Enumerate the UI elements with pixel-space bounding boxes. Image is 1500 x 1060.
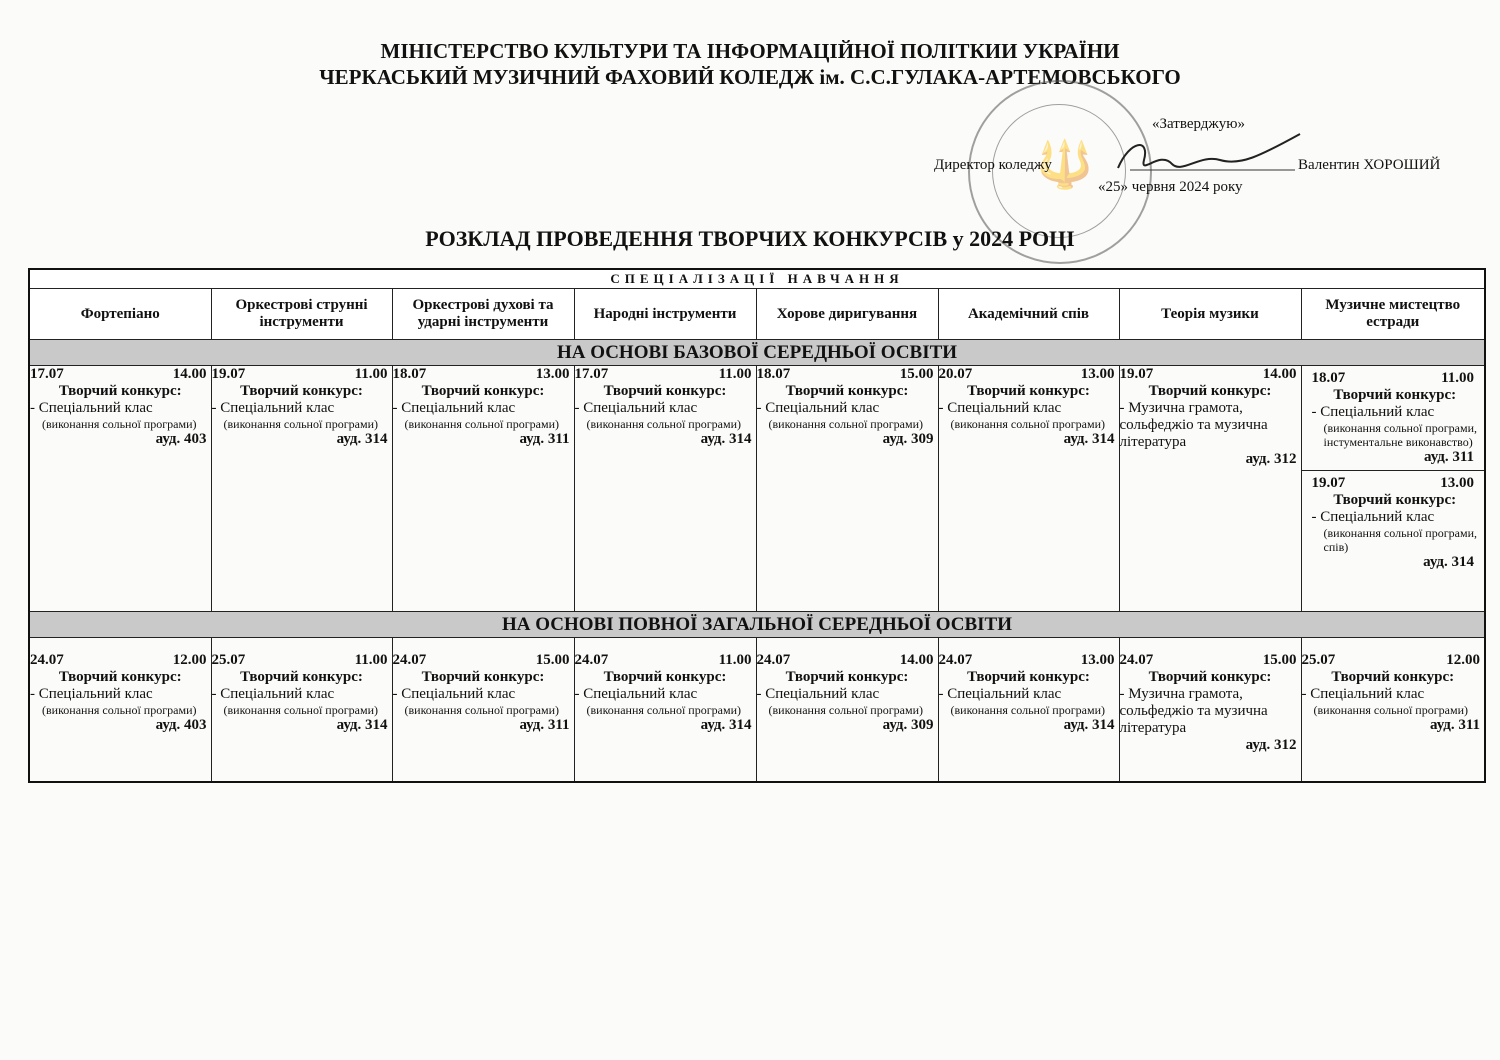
schedule-cell — [938, 366, 1119, 612]
column-header: Музичне мистецтво естради — [1301, 289, 1485, 340]
schedule-cell — [1301, 638, 1485, 782]
contest-label: Творчий конкурс: — [58, 669, 182, 685]
contest-label: Творчий конкурс: — [967, 669, 1090, 685]
exam-note: (виконання сольної програми) — [586, 417, 741, 431]
approval-stamp-text: «Затверджую» — [1152, 116, 1245, 132]
exam-date: 25.07 — [211, 652, 246, 668]
approval-date: «25» червня 2024 року — [1098, 179, 1243, 195]
exam-time: 13.00 — [535, 366, 570, 382]
exam-subject: - Спеціальний клас — [1311, 509, 1435, 525]
exam-subject: - Спеціальний клас — [211, 400, 335, 416]
schedule-table — [28, 268, 1486, 783]
column-header: Академічний спів — [938, 289, 1119, 340]
date-time — [393, 652, 574, 669]
schedule-cell — [1119, 638, 1301, 782]
exam-subject: - Спеціальний клас — [211, 686, 335, 702]
schedule-cell — [1119, 366, 1301, 612]
room-number: ауд. 309 — [882, 431, 934, 447]
exam-subject: - Спеціальний клас — [574, 400, 698, 416]
exam-note: (виконання сольної програми) — [586, 703, 741, 717]
exam-date: 24.07 — [574, 652, 609, 668]
exam-note: (виконання сольної програми) — [768, 703, 923, 717]
exam-subject: - Спеціальний клас — [30, 400, 153, 416]
date-time — [212, 652, 392, 669]
exam-subject: - Спеціальний клас — [756, 686, 880, 702]
approval-position: Директор коледжу — [934, 157, 1052, 173]
exam-date: 24.07 — [756, 652, 791, 668]
exam-subject: - Спеціальний клас — [392, 686, 516, 702]
schedule-cell — [756, 366, 938, 612]
date-time — [757, 366, 938, 383]
approval-name: Валентин ХОРОШИЙ — [1298, 157, 1441, 173]
exam-subject: - Спеціальний клас — [1301, 686, 1425, 702]
schedule-block — [1302, 366, 1485, 470]
contest-label: Творчий конкурс: — [1148, 383, 1272, 399]
exam-time: 13.00 — [1080, 366, 1115, 382]
schedule-cell — [211, 366, 392, 612]
room-number: ауд. 314 — [336, 717, 388, 733]
schedule-cell — [392, 638, 574, 782]
room-number: ауд. 314 — [1423, 554, 1475, 570]
exam-note: (виконання сольної програми) — [1313, 703, 1468, 717]
exam-note: (виконання сольної програми) — [223, 703, 378, 717]
exam-date: 24.07 — [30, 652, 64, 668]
exam-time: 11.00 — [1441, 370, 1475, 386]
date-time — [939, 366, 1119, 383]
exam-time: 11.00 — [354, 652, 388, 668]
schedule-cell — [938, 638, 1119, 782]
contest-label: Творчий конкурс: — [785, 383, 909, 399]
schedule-cell — [29, 366, 211, 612]
date-time — [30, 652, 211, 669]
date-time — [1120, 652, 1301, 669]
exam-time: 14.00 — [1262, 366, 1297, 382]
exam-time: 15.00 — [899, 366, 934, 382]
contest-label: Творчий конкурс: — [1148, 669, 1272, 685]
room-number: ауд. 311 — [1423, 449, 1475, 465]
exam-subject: - Музична грамота, сольфеджіо та музична література — [1119, 400, 1268, 450]
exam-date: 24.07 — [938, 652, 973, 668]
exam-time: 12.00 — [172, 652, 207, 668]
exam-note: (виконання сольної програми, інстументальне виконавство) — [1323, 421, 1477, 449]
contest-label: Творчий конкурс: — [785, 669, 909, 685]
date-time — [757, 652, 938, 669]
exam-date: 25.07 — [1301, 652, 1336, 668]
exam-date: 17.07 — [574, 366, 609, 382]
college-heading: ЧЕРКАСЬКИЙ МУЗИЧНИЙ ФАХОВИЙ КОЛЕДЖ ім. С.С.ГУЛАКА-АРТЕМОВСЬКОГО — [319, 65, 1181, 89]
exam-time: 11.00 — [718, 366, 752, 382]
exam-date: 24.07 — [1119, 652, 1154, 668]
room-number: ауд. 312 — [1245, 451, 1297, 467]
ministry-heading: МІНІСТЕРСТВО КУЛЬТУРИ ТА ІНФОРМАЦІЙНОЇ ПОЛІТКИИ УКРАЇНИ — [380, 39, 1120, 63]
exam-time: 15.00 — [1262, 652, 1297, 668]
exam-time: 13.00 — [1440, 475, 1475, 491]
room-number: ауд. 311 — [519, 717, 570, 733]
contest-label: Творчий конкурс: — [240, 669, 363, 685]
exam-note: (виконання сольної програми) — [404, 417, 559, 431]
section-basic-education: НА ОСНОВІ БАЗОВОЇ СЕРЕДНЬОЇ ОСВІТИ — [29, 340, 1485, 366]
trident-icon: 🔱 — [1036, 139, 1094, 190]
date-time — [30, 366, 211, 383]
exam-subject: - Спеціальний клас — [938, 686, 1062, 702]
column-header: Народні інструменти — [574, 289, 756, 340]
contest-label: Творчий конкурс: — [603, 383, 727, 399]
exam-subject: - Спеціальний клас — [1311, 404, 1435, 420]
exam-subject: - Спеціальний клас — [30, 686, 153, 702]
schedule-cell — [574, 638, 756, 782]
room-number: ауд. 314 — [1063, 431, 1115, 447]
exam-date: 19.07 — [1311, 475, 1346, 491]
exam-note: (виконання сольної програми) — [950, 703, 1105, 717]
room-number: ауд. 314 — [700, 431, 752, 447]
room-number: ауд. 311 — [519, 431, 570, 447]
room-number: ауд. 403 — [155, 431, 207, 447]
column-headers — [29, 289, 1485, 340]
exam-note: (виконання сольної програми) — [223, 417, 378, 431]
exam-date: 20.07 — [938, 366, 973, 382]
room-number: ауд. 403 — [155, 717, 207, 733]
date-time — [1302, 652, 1485, 669]
date-time — [575, 652, 756, 669]
exam-subject: - Спеціальний клас — [392, 400, 516, 416]
schedule-cell — [574, 366, 756, 612]
table-row — [29, 638, 1485, 782]
contest-label: Творчий конкурс: — [1333, 492, 1457, 508]
schedule-block — [1302, 470, 1485, 575]
schedule-cell — [211, 638, 392, 782]
exam-subject: - Спеціальний клас — [756, 400, 880, 416]
column-header: Теорія музики — [1119, 289, 1301, 340]
column-header: Оркестрові духові та ударні інструменти — [392, 289, 574, 340]
column-header: Оркестрові струнні інструменти — [211, 289, 392, 340]
exam-time: 14.00 — [899, 652, 934, 668]
exam-date: 17.07 — [30, 366, 64, 382]
schedule-cell — [29, 638, 211, 782]
room-number: ауд. 314 — [700, 717, 752, 733]
table-row — [29, 366, 1485, 612]
column-header: Фортепіано — [29, 289, 211, 340]
schedule-cell — [1301, 366, 1485, 612]
schedule-cell — [756, 638, 938, 782]
exam-subject: - Спеціальний клас — [574, 686, 698, 702]
contest-label: Творчий конкурс: — [240, 383, 363, 399]
date-time — [212, 366, 392, 383]
exam-subject: - Спеціальний клас — [938, 400, 1062, 416]
contest-label: Творчий конкурс: — [603, 669, 727, 685]
exam-time: 11.00 — [354, 366, 388, 382]
date-time — [393, 366, 574, 383]
exam-note: (виконання сольної програми) — [42, 703, 197, 717]
date-time — [1312, 475, 1479, 492]
contest-label: Творчий конкурс: — [967, 383, 1090, 399]
schedule-cell — [392, 366, 574, 612]
exam-note: (виконання сольної програми) — [42, 417, 197, 431]
exam-time: 11.00 — [718, 652, 752, 668]
date-time — [939, 652, 1119, 669]
exam-note: (виконання сольної програми, спів) — [1323, 526, 1477, 554]
contest-label: Творчий конкурс: — [58, 383, 182, 399]
date-time — [1120, 366, 1301, 383]
exam-note: (виконання сольної програми) — [768, 417, 923, 431]
exam-time: 14.00 — [172, 366, 207, 382]
specializations-header: СПЕЦІАЛІЗАЦІЇ НАВЧАННЯ — [29, 269, 1485, 289]
contest-label: Творчий конкурс: — [1333, 387, 1457, 403]
column-header: Хорове диригування — [756, 289, 938, 340]
page-title: РОЗКЛАД ПРОВЕДЕННЯ ТВОРЧИХ КОНКУРСІВ у 2024 РОЦІ — [425, 226, 1075, 251]
contest-label: Творчий конкурс: — [1331, 669, 1455, 685]
exam-date: 19.07 — [1119, 366, 1154, 382]
room-number: ауд. 312 — [1245, 737, 1297, 753]
room-number: ауд. 311 — [1429, 717, 1481, 733]
exam-date: 24.07 — [392, 652, 427, 668]
room-number: ауд. 314 — [336, 431, 388, 447]
exam-note: (виконання сольної програми) — [404, 703, 559, 717]
exam-time: 12.00 — [1446, 652, 1481, 668]
exam-subject: - Музична грамота, сольфеджіо та музична література — [1119, 686, 1268, 736]
date-time — [575, 366, 756, 383]
contest-label: Творчий конкурс: — [421, 669, 545, 685]
exam-time: 13.00 — [1080, 652, 1115, 668]
section-full-education: НА ОСНОВІ ПОВНОЇ ЗАГАЛЬНОЇ СЕРЕДНЬОЇ ОСВІТИ — [29, 612, 1485, 638]
contest-label: Творчий конкурс: — [421, 383, 545, 399]
exam-date: 18.07 — [1311, 370, 1346, 386]
exam-time: 15.00 — [535, 652, 570, 668]
exam-date: 18.07 — [392, 366, 427, 382]
room-number: ауд. 309 — [882, 717, 934, 733]
exam-date: 18.07 — [756, 366, 791, 382]
exam-note: (виконання сольної програми) — [950, 417, 1105, 431]
room-number: ауд. 314 — [1063, 717, 1115, 733]
date-time — [1312, 370, 1479, 387]
exam-date: 19.07 — [211, 366, 246, 382]
